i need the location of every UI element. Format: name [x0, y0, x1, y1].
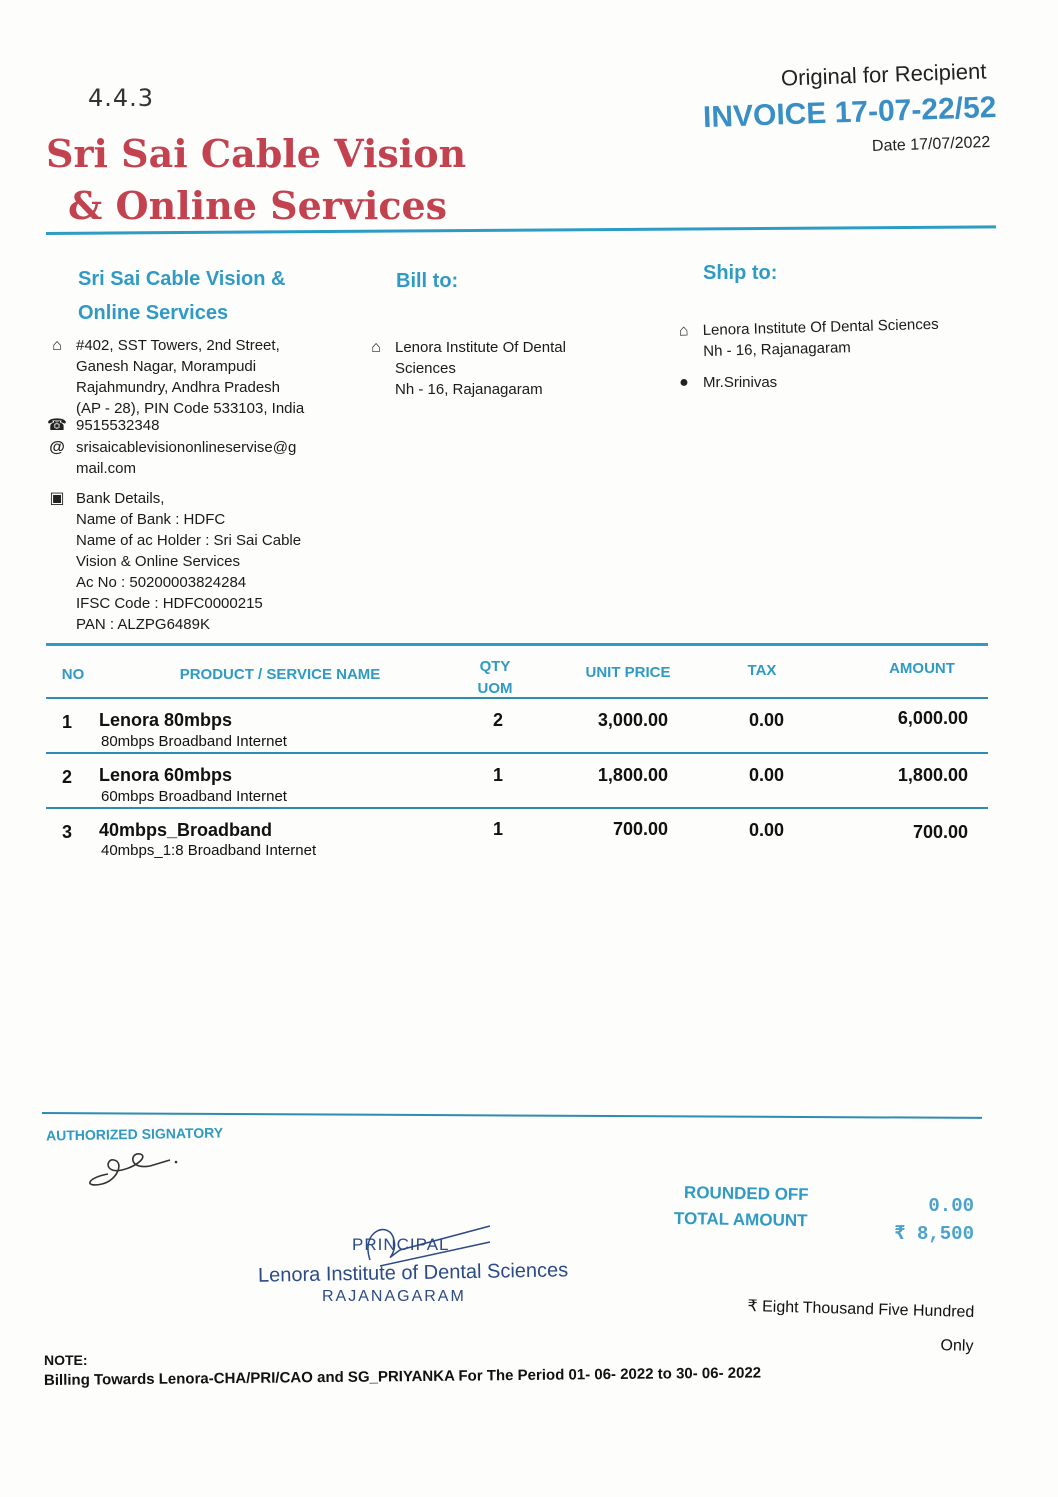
invoice-number: INVOICE 17-07-22/52 [702, 90, 997, 135]
address-line: Rajahmundry, Andhra Pradesh [76, 379, 281, 396]
footer-divider [42, 1112, 982, 1119]
words-line-2: Only [940, 1337, 974, 1355]
row-1-no: 1 [62, 712, 73, 732]
row-3-no: 3 [62, 822, 73, 842]
row-2-tax: 0.00 [748, 765, 784, 785]
bill-to-address [371, 337, 605, 400]
address-line: Sciences [395, 360, 456, 377]
row-3-tax: 0.00 [748, 820, 784, 840]
rounded-off-value: 0.00 [928, 1195, 974, 1217]
company-logo [46, 128, 466, 232]
row-1-qty: 2 [493, 710, 504, 730]
home-icon: ⌂ [678, 322, 689, 340]
address-line: (AP - 28), PIN Code 533103, India [76, 400, 305, 417]
stamp-institute: Lenora Institute of Dental Sciences [257, 1259, 569, 1287]
invoice-date: Date 17/07/2022 [871, 133, 991, 156]
email-line: mail.com [76, 460, 137, 477]
row-1-unit-price: 3,000.00 [597, 710, 668, 730]
row-3-desc: 40mbps_1:8 Broadband Internet [101, 842, 317, 859]
header-row-divider [46, 697, 988, 699]
email-line: srisaicablevisiononlineservise@g [76, 439, 297, 456]
row-2-unit-price: 1,800.00 [597, 765, 668, 785]
row-1-amount: 6,000.00 [897, 708, 968, 728]
bank-line: Ac No : 50200003824284 [76, 574, 247, 591]
bank-line: PAN : ALZPG6489K [76, 616, 210, 633]
address-line: Nh - 16, Rajanagaram [395, 381, 543, 398]
ship-to-address [678, 312, 993, 362]
row-divider [46, 752, 988, 754]
total-amount-value: ₹ 8,500 [894, 1223, 974, 1245]
bank-details [49, 488, 336, 635]
seller-name [78, 262, 285, 330]
row-1-tax: 0.00 [748, 710, 784, 730]
phone-number: 9515532348 [76, 417, 160, 434]
uom-label: UOM [477, 680, 513, 697]
qty-label: QTY [479, 658, 511, 675]
logo-line-2: & Online Services [68, 183, 448, 228]
row-2-name: Lenora 60mbps [99, 765, 233, 785]
address-line: Lenora Institute Of Dental Sciences [702, 315, 939, 340]
address-line: Nh - 16, Rajanagaram [703, 339, 852, 360]
address-line: Ganesh Nagar, Morampudi [76, 358, 257, 375]
authorized-signatory-label: AUTHORIZED SIGNATORY [45, 1124, 224, 1144]
note-label: NOTE: [44, 1352, 88, 1368]
note-text: Billing Towards Lenora-CHA/PRI/CAO and SG_PRIYANKA For The Period 01- 06- 2022 to 30- 06- 2022 [43, 1364, 762, 1389]
col-qty-header [460, 656, 530, 700]
col-unit-price-header: UNIT PRICE [585, 664, 671, 681]
address-line: Lenora Institute Of Dental [395, 339, 566, 356]
seller-name-line-2: Online Services [78, 302, 229, 324]
bill-to-title: Bill to: [396, 270, 459, 292]
address-line: #402, SST Towers, 2nd Street, [76, 337, 280, 354]
home-icon: ⌂ [371, 339, 381, 356]
col-no-header: NO [61, 666, 85, 683]
bank-line: Bank Details, [76, 490, 165, 507]
amount-in-words [746, 1290, 975, 1364]
col-product-header: PRODUCT / SERVICE NAME [179, 666, 381, 683]
bank-line: Vision & Online Services [76, 553, 240, 570]
stamp-title: PRINCIPAL [352, 1235, 450, 1254]
ship-to-title: Ship to: [703, 262, 778, 284]
seller-phone [47, 415, 160, 436]
at-icon: @ [49, 439, 65, 456]
seller-address [52, 335, 336, 419]
phone-icon: ☎ [47, 417, 67, 434]
row-3-unit-price: 700.00 [612, 819, 668, 839]
bank-icon: ▣ [49, 490, 65, 507]
stamp-place: RAJANAGARAM [322, 1288, 466, 1305]
table-top-divider [46, 643, 988, 646]
logo-line-1: Sri Sai Cable Vision [46, 131, 467, 176]
words-line-1: ₹ Eight Thousand Five Hundred [747, 1298, 975, 1321]
row-2-no: 2 [62, 767, 73, 787]
contact-name: Mr.Srinivas [703, 374, 778, 391]
ship-to-contact [679, 372, 778, 393]
bank-line: Name of ac Holder : Sri Sai Cable [76, 532, 302, 549]
bank-line: Name of Bank : HDFC [76, 511, 226, 528]
col-amount-header: AMOUNT [889, 660, 955, 677]
row-2-desc: 60mbps Broadband Internet [101, 788, 287, 805]
row-2-amount: 1,800.00 [897, 765, 968, 785]
row-1-name: Lenora 80mbps [99, 710, 233, 730]
row-1-desc: 80mbps Broadband Internet [101, 733, 287, 750]
handwritten-note: 4.4.3 [88, 84, 155, 112]
rounded-off-label: ROUNDED OFF [683, 1182, 809, 1205]
row-3-qty: 1 [493, 819, 504, 839]
seller-email [49, 437, 326, 479]
total-amount-label: TOTAL AMOUNT [673, 1208, 808, 1231]
row-divider [46, 807, 988, 809]
row-3-name: 40mbps_Broadband [99, 820, 273, 840]
copy-label: Original for Recipient [780, 58, 987, 91]
signature-mark [78, 1144, 188, 1192]
home-icon: ⌂ [52, 337, 62, 354]
row-3-amount: 700.00 [912, 822, 968, 842]
bank-line: IFSC Code : HDFC0000215 [76, 595, 263, 612]
seller-name-line-1: Sri Sai Cable Vision & [78, 268, 286, 290]
user-icon: ● [679, 374, 689, 391]
col-tax-header: TAX [747, 662, 777, 679]
row-2-qty: 1 [493, 765, 504, 785]
